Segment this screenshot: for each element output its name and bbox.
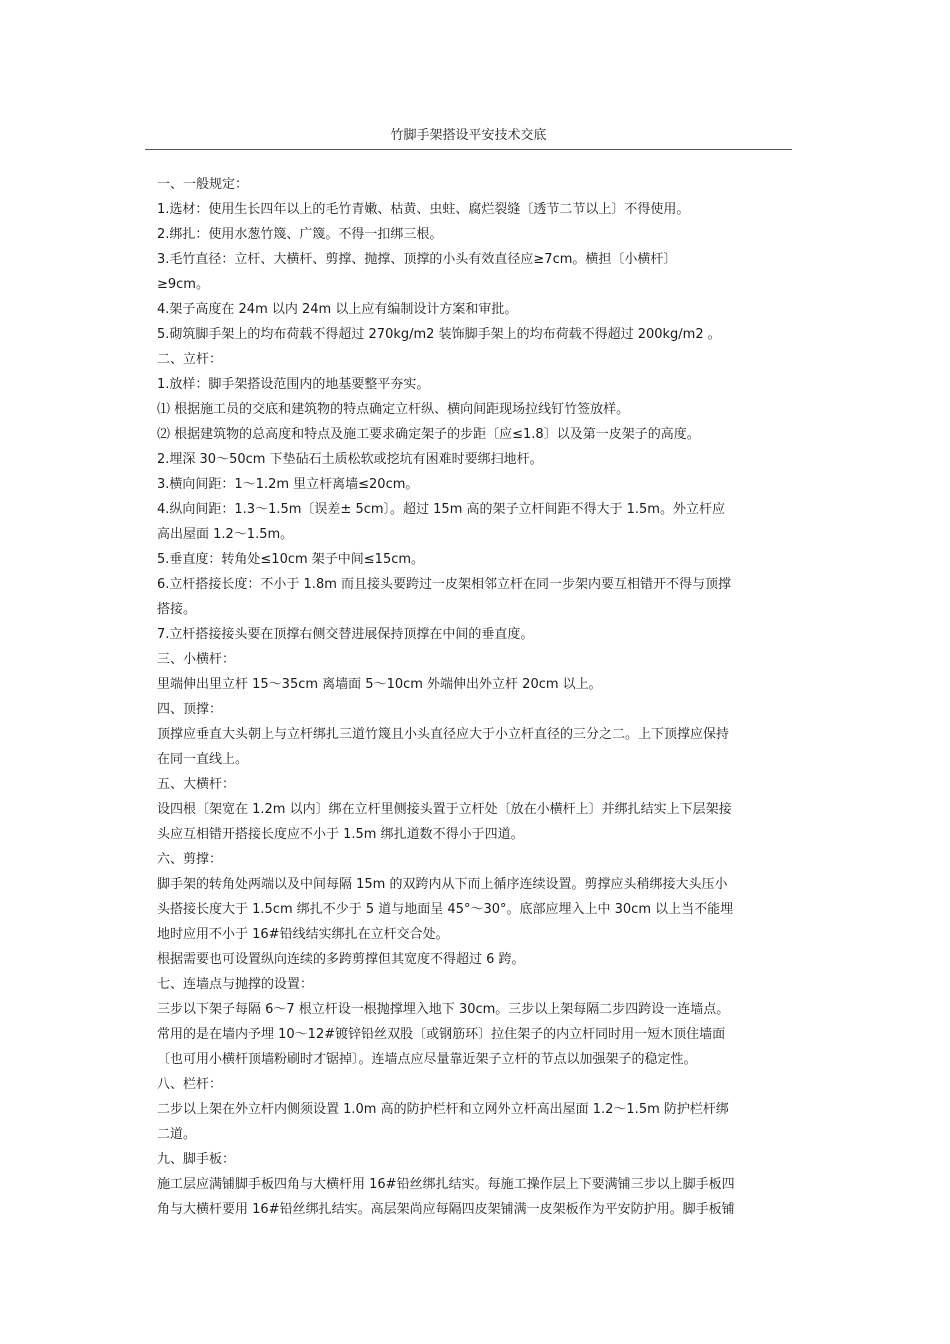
text-line: 头搭接长度大于 1.5cm 绑扎不少于 5 道与地面呈 45°～30°。底部应埋入上中 30cm 以上当不能埋 — [157, 902, 734, 917]
text-line: 里端伸出里立杆 15～35cm 离墙面 5～10cm 外端伸出外立杆 20cm 以上。 — [157, 677, 602, 692]
text-line: 二、立杆： — [157, 352, 223, 367]
text-line: 设四根〔架宽在 1.2m 以内〕绑在立杆里侧接头置于立杆处〔放在小横杆上〕并绑扎结实上下层架接 — [157, 802, 732, 817]
text-line: 3.横向间距：1～1.2m 里立杆离墙≤20cm。 — [157, 477, 419, 492]
text-line: 地时应用不小于 16#铅线结实绑扎在立杆交合处。 — [157, 927, 449, 942]
text-line: 顶撑应垂直大头朝上与立杆绑扎三道竹篾且小头直径应大于小立杆直径的三分之二。上下顶撑应保持 — [157, 727, 730, 742]
text-line: 施工层应满铺脚手板四角与大横杆用 16#铅丝绑扎结实。每施工操作层上下要满铺三步以上脚手板四 — [157, 1177, 735, 1192]
text-line: 八、栏杆： — [157, 1077, 223, 1092]
text-line: 头应互相错开搭接长度应不小于 1.5m 绑扎道数不得小于四道。 — [157, 827, 524, 842]
text-line: 五、大横杆： — [157, 777, 236, 792]
text-line: 搭接。 — [157, 602, 197, 617]
text-line: 常用的是在墙内予埋 10～12#镀锌铅丝双股〔或钢筋环〕拉住架子的内立杆同时用一短木顶住墙面 — [157, 1027, 726, 1042]
document-header: 竹脚手架搭设平安技术交底 — [390, 128, 547, 143]
text-line: 3.毛竹直径：立杆、大横杆、剪撑、抛撑、顶撑的小头有效直径应≥7cm。横担〔小横杆〕 — [157, 252, 677, 267]
text-line: 角与大横杆要用 16#铅丝绑扎结实。高层架尚应每隔四皮架铺满一皮架板作为平安防护用。脚手板铺 — [157, 1202, 735, 1217]
text-line: 四、顶撑： — [157, 702, 223, 717]
text-line: 二道。 — [157, 1127, 197, 1142]
text-line: 高出屋面 1.2～1.5m。 — [157, 527, 294, 542]
header-divider — [145, 149, 792, 150]
text-line: 2.埋深 30～50cm 下垫砧石土质松软或挖坑有困难时要绑扫地杆。 — [157, 452, 543, 467]
text-line: 二步以上架在外立杆内侧须设置 1.0m 高的防护栏杆和立网外立杆高出屋面 1.2～1.5m 防护栏杆绑 — [157, 1102, 729, 1117]
text-line: ≥9cm。 — [157, 277, 209, 292]
text-line: 〔也可用小横杆顶墙粉刷时才锯掉〕。连墙点应尽量靠近架子立杆的节点以加强架子的稳定性。 — [157, 1052, 697, 1067]
text-line: 三、小横杆： — [157, 652, 236, 667]
text-line: ⑴ 根据施工员的交底和建筑物的特点确定立杆纵、横向间距现场拉线钉竹签放样。 — [157, 402, 630, 417]
text-line: 脚手架的转角处两端以及中间每隔 15m 的双跨内从下而上循序连续设置。剪撑应头稍绑接大头压小 — [157, 877, 728, 892]
text-line: 根据需要也可设置纵向连续的多跨剪撑但其宽度不得超过 6 跨。 — [157, 952, 525, 967]
text-line: 三步以下架子每隔 6～7 根立杆设一根抛撑埋入地下 30cm。三步以上架每隔二步四跨设一连墙点。 — [157, 1002, 730, 1017]
text-line: 5.砌筑脚手架上的均布荷载不得超过 270kg/m2 装饰脚手架上的均布荷载不得超过 200kg/m2 。 — [157, 327, 721, 342]
document-body — [157, 172, 793, 1222]
text-line: ⑵ 根据建筑物的总高度和特点及施工要求确定架子的步距〔应≤1.8〕以及第一皮架子的高度。 — [157, 427, 700, 442]
text-line: 2.绑扎：使用水葱竹篾、广篾。不得一扣绑三根。 — [157, 227, 443, 242]
text-line: 1.选材：使用生长四年以上的毛竹青嫩、枯黄、虫蛀、腐烂裂缝〔透节二节以上〕不得使用。 — [157, 202, 690, 217]
text-line: 在同一直线上。 — [157, 752, 249, 767]
text-line: 4.纵向间距：1.3～1.5m〔误差± 5cm〕。超过 15m 高的架子立杆间距不得大于 1.5m。外立杆应 — [157, 502, 725, 517]
text-line: 一、一般规定： — [157, 177, 249, 192]
text-line: 5.垂直度：转角处≤10cm 架子中间≤15cm。 — [157, 552, 425, 567]
text-line: 七、连墙点与抛撑的设置： — [157, 977, 314, 992]
text-line: 6.立杆搭接长度：不小于 1.8m 而且接头要跨过一皮架相邻立杆在同一步架内要互相错开不得与顶撑 — [157, 577, 732, 592]
text-line: 1.放样：脚手架搭设范围内的地基要整平夯实。 — [157, 377, 430, 392]
text-line: 九、脚手板： — [157, 1152, 236, 1167]
text-line: 7.立杆搭接接头要在顶撑右侧交替进展保持顶撑在中间的垂直度。 — [157, 627, 534, 642]
text-line: 六、剪撑： — [157, 852, 223, 867]
text-line: 4.架子高度在 24m 以内 24m 以上应有编制设计方案和审批。 — [157, 302, 518, 317]
